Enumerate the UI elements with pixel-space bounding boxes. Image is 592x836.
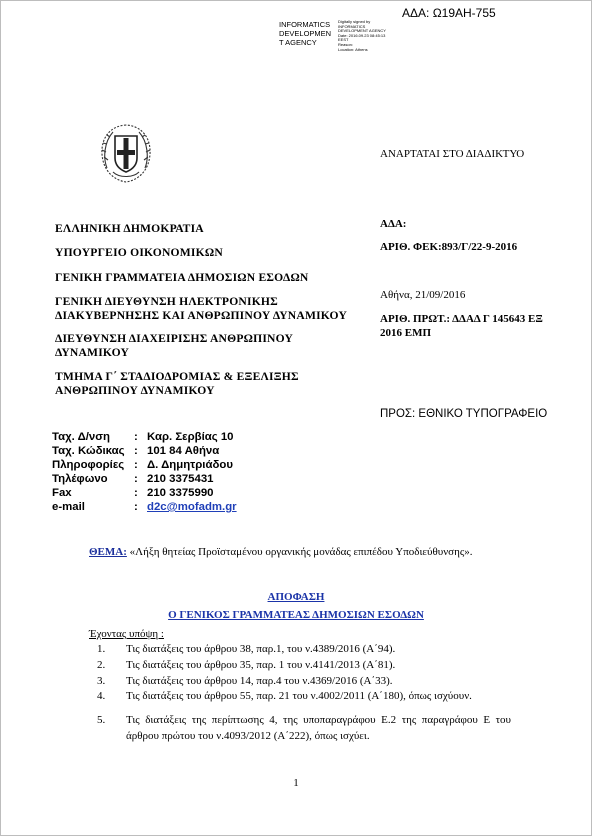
contact-value-phone: 210 3375431 [147, 473, 214, 485]
recipient: ΠΡΟΣ: ΕΘΝΙΚΟ ΤΥΠΟΓΡΑΦΕΙΟ [380, 408, 548, 420]
contact-label-address: Ταχ. Δ/νση [52, 431, 111, 443]
department-heading: ΤΜΗΜΑ Γ΄ ΣΤΑΔΙΟΔΡΟΜΙΑΣ & ΕΞΕΛΙΞΗΣ ΑΝΘΡΩΠΙΝΟΥ ΔΥΝΑΜΙΚΟΥ [55, 370, 299, 397]
contact-colon: : [134, 459, 138, 471]
considerations-list [89, 642, 511, 745]
protocol-number: ΑΡΙΘ. ΠΡΩΤ.: ΔΔΑΔ Γ 145643 ΕΞ 2016 ΕΜΠ [380, 313, 543, 339]
email-link[interactable]: d2c@mofadm.gr [147, 501, 237, 513]
contact-colon: : [134, 501, 138, 513]
subject-label: ΘΕΜΑ: [89, 546, 127, 558]
fek-number: ΑΡΙΘ. ΦΕΚ:893/Γ/22-9-2016 [380, 241, 518, 253]
list-item: 3. Τις διατάξεις του άρθρου 14, παρ.4 του ν.4369/2016 (Α΄33). [97, 674, 393, 687]
contact-label-email: e-mail [52, 501, 85, 513]
contact-label-fax: Fax [52, 487, 72, 499]
page-number: 1 [293, 777, 299, 789]
secretariat-heading: ΓΕΝΙΚΗ ΓΡΑΜΜΑΤΕΙΑ ΔΗΜΟΣΙΩΝ ΕΣΟΔΩΝ [55, 271, 309, 284]
general-directorate-heading: ΓΕΝΙΚΗ ΔΙΕΥΘΥΝΣΗ ΗΛΕΚΤΡΟΝΙΚΗΣ ΔΙΑΚΥΒΕΡΝΗΣΗΣ ΚΑΙ ΑΝΘΡΩΠΙΝΟΥ ΔΥΝΑΜΙΚΟΥ [55, 295, 348, 322]
ada-top-label: ΑΔΑ: Ω19ΑΗ-755 [402, 6, 496, 20]
contact-value-info: Δ. Δημητριάδου [147, 459, 233, 471]
subject-block [89, 544, 511, 560]
list-item: 2. Τις διατάξεις του άρθρου 35, παρ. 1 του ν.4141/2013 (Α΄81). [97, 658, 396, 671]
contact-value-address: Καρ. Σερβίας 10 [147, 431, 234, 443]
contact-label-postcode: Ταχ. Κώδικας [52, 445, 125, 457]
ada-label: ΑΔΑ: [380, 218, 407, 230]
document-date: Αθήνα, 21/09/2016 [380, 289, 466, 301]
list-item: 5. Τις διατάξεις της περίπτωσης 4, της υποπαραγράφου Ε.2 της παραγράφου Ε του άρθρου πρώτου του ν.4093/2012 (Α΄222), όπως ισχύει. [97, 714, 511, 742]
greek-coat-of-arms-emblem [93, 120, 159, 186]
contact-colon: : [134, 473, 138, 485]
list-item: 4. Τις διατάξεις του άρθρου 55, παρ. 21 του ν.4002/2011 (Α΄180), όπως ισχύουν. [97, 690, 472, 703]
contact-value-postcode: 101 84 Αθήνα [147, 445, 220, 457]
decision-title: ΑΠΟΦΑΣΗ [267, 591, 325, 603]
issuer-title: Ο ΓΕΝΙΚΟΣ ΓΡΑΜΜΑΤΕΑΣ ΔΗΜΟΣΙΩΝ ΕΣΟΔΩΝ [168, 609, 424, 621]
contact-colon: : [134, 431, 138, 443]
ministry-heading: ΥΠΟΥΡΓΕΙΟ ΟΙΚΟΝΟΜΙΚΩΝ [55, 246, 223, 259]
subject-text: «Λήξη θητείας Προϊσταμένου οργανικής μονάδας επιπέδου Υποδιεύθυνσης». [129, 546, 473, 558]
directorate-heading: ΔΙΕΥΘΥΝΣΗ ΔΙΑΧΕΙΡΙΣΗΣ ΑΝΘΡΩΠΙΝΟΥ ΔΥΝΑΜΙΚΟΥ [55, 332, 294, 359]
contact-colon: : [134, 487, 138, 499]
posted-online-note: ΑΝΑΡΤΑΤΑΙ ΣΤΟ ΔΙΑΔΙΚΤΥΟ [380, 148, 525, 160]
contact-value-fax: 210 3375990 [147, 487, 214, 499]
signature-organization: INFORMATICS DEVELOPMEN T AGENCY [279, 20, 332, 47]
contact-label-info: Πληροφορίες [52, 459, 125, 471]
contact-label-phone: Τηλέφωνο [52, 473, 108, 485]
contact-colon: : [134, 445, 138, 457]
republic-heading: ΕΛΛΗΝΙΚΗ ΔΗΜΟΚΡΑΤΙΑ [55, 222, 204, 235]
signature-details: Digitally signed by INFORMATICS DEVELOPMENT AGENCY Date: 2016.09.23 08:45:13 EEST Reason: Location: Athens [338, 19, 386, 52]
considering-label: Έχοντας υπόψη : [89, 628, 164, 640]
list-item: 1. Τις διατάξεις του άρθρου 38, παρ.1, του ν.4389/2016 (Α΄94). [97, 643, 396, 655]
